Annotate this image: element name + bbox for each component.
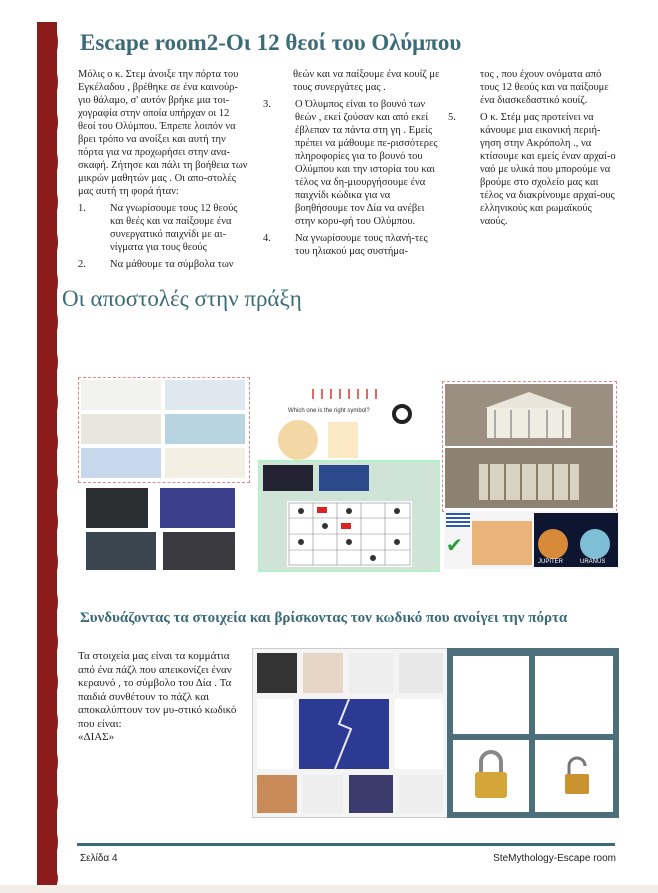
mission-item-3 <box>263 98 443 228</box>
wave-edge <box>53 22 63 888</box>
puzzle-piece <box>303 775 343 813</box>
section-heading-practice: Οι αποστολές στην πράξη <box>62 286 302 311</box>
section-heading-code: Συνδυάζοντας τα στοιχεία και βρίσκοντας τον κωδικό που ανοίγει την πόρτα <box>80 610 568 626</box>
symbol-quiz-image <box>268 382 418 462</box>
planets-panel <box>534 513 618 567</box>
puzzle-piece <box>303 653 343 693</box>
puzzle-piece <box>349 653 393 693</box>
bottom-strip <box>0 885 658 893</box>
temple-model-photo <box>445 384 613 446</box>
mission-continuation: θεών και να παίξουμε ένα κουίζ με τους συνεργάτες μας . <box>293 69 440 93</box>
mission-number: 5. <box>448 112 456 123</box>
unlocked-screen <box>535 740 613 812</box>
mission-number: 2. <box>78 259 86 270</box>
intro-paragraph: Μόλις ο κ. Στεμ άνοιξε την πόρτα του Εγκέλαδου , βρέθηκε σε ένα καινούρ-γιο θάλαμο, σ' αυτόν βρήκε μια τοι-χογραφία στην οποία υπήρχαν οι 12 θεοί του Ολύμπου. Έπρεπε λοιπόν να βρει τρόπο να ανοίξει και αυτή την πόρτα για να προχωρήσει στην ανα-σκαφή. Ζήτησε και πάλι τη βοήθεια των μικρών μαθητών μας . Οι απο-στολές μας αυτή τη φορά ήταν: <box>78 69 248 197</box>
mission-text: Να γνωρίσουμε τους 12 θεούς και θεές και να παίξουμε ένα συνεργατικό παιχνίδι με αι-νίγματα για τους θεούς <box>110 203 238 253</box>
parthenon-photo <box>472 521 532 565</box>
intro-column-3 <box>448 68 618 232</box>
drawing-photo <box>165 380 245 410</box>
mission-item-4 <box>263 232 443 258</box>
page-number: Σελίδα 4 <box>80 853 118 864</box>
intro-column-1 <box>78 68 248 275</box>
game-thumbnail <box>319 465 369 491</box>
puzzle-piece <box>257 699 293 769</box>
uranus-planet <box>580 529 610 559</box>
symbol-choices <box>328 422 358 458</box>
arrows-row <box>308 387 388 401</box>
puzzle-piece <box>257 653 297 693</box>
code-description <box>78 650 248 745</box>
zeus-cartoon <box>278 420 318 460</box>
drawing-photo <box>81 380 161 410</box>
padlock-screen <box>453 740 529 812</box>
drawing-photo <box>165 414 245 444</box>
page-title: Escape room2-Οι 12 θεοί του Ολύμπου <box>80 30 462 55</box>
screen-photo <box>86 532 156 570</box>
target-icon <box>392 404 412 424</box>
mission-item-2 <box>78 258 248 271</box>
children-drawings-collage <box>78 377 250 483</box>
mission-item-5 <box>448 111 618 228</box>
code-lock-collage <box>447 648 619 818</box>
mission-number: 1. <box>78 203 86 214</box>
mission-number: 4. <box>263 233 271 244</box>
mission-item-1 <box>78 202 248 254</box>
footer-title: SteMythology-Escape room <box>493 853 616 864</box>
lightning-puzzle <box>299 699 389 769</box>
puzzle-piece <box>395 699 443 769</box>
game-thumbnail <box>263 465 313 491</box>
intro-column-2 <box>263 68 443 262</box>
secret-code: «ΔΙΑΣ» <box>78 731 115 743</box>
temple-model-photo <box>445 448 613 508</box>
lightning-photo <box>160 488 235 528</box>
mission-text: Να γνωρίσουμε τους πλανή-τες του ηλιακού μας συστήμα- <box>295 233 428 257</box>
footer-rule <box>77 843 615 846</box>
screen-photo <box>86 488 148 528</box>
drawing-photo <box>165 448 245 478</box>
puzzle-piece <box>399 653 443 693</box>
quiz-screen <box>535 656 613 734</box>
puzzle-piece <box>349 775 393 813</box>
game-screen-image <box>258 460 440 572</box>
mission-text: Ο Όλυμπος είναι το βουνό των θεών , εκεί ζούσαν και από εκεί έβλεπαν τα πάντα στη γη . Εμείς πρέπει να μάθουμε πε-ρισσότερες πληροφορίες για το βουνό του Ολύμπου και την ιστορία του και τέλος να δη-μιουργήσουμε ένα παιχνίδι κώδικα για να βοηθήσουμε τον Δία να ανέβει στην κορυ-φή του Ολύμπου. <box>295 99 438 227</box>
mission-text: Να μάθουμε τα σύμβολα των <box>110 259 234 270</box>
symbol-grid <box>287 501 412 567</box>
decorative-sidebar <box>37 22 57 888</box>
temple-photos <box>442 381 617 512</box>
uranus-label: URANUS <box>580 559 606 565</box>
drawing-photo <box>81 414 161 444</box>
mission-number: 3. <box>263 99 271 110</box>
acropolis-planet-quiz <box>444 511 619 569</box>
drawing-photo <box>81 448 161 478</box>
quiz-question: Which one is the right symbol? <box>288 408 370 414</box>
greek-flag <box>446 513 470 527</box>
puzzle-collage <box>252 648 448 818</box>
mission-text: Ο κ. Στέμ μας προτείνει να κάνουμε μια εικονική περιή-γηση στην Ακρόπολη ., να κτίσουμε και εμείς έναν αρχαί-ο ναό με υλικά που μπορούμε να βρούμε στο σχολείο μας και τέλος να διακρίνουμε αρχαί-ους ελληνικούς και ρωμαϊκούς ναούς. <box>480 112 616 227</box>
screen-photo <box>163 532 235 570</box>
quiz-screen <box>453 656 529 734</box>
jupiter-planet <box>538 529 568 559</box>
mission-continuation: τος , που έχουν ονόματα από τους 12 θεούς και να παίξουμε ένα διασκεδαστικό κουίζ. <box>480 69 609 106</box>
check-icon: ✔ <box>446 533 463 557</box>
code-description-text: Τα στοιχεία μας είναι τα κομμάτια από ένα πάζλ που απεικονίζει έναν κεραυνό , το σύμβολο του Δία . Τα παιδιά συνθέτουν το πάζλ και αποκαλύπτουν τον μυ-στικό κωδικό που είναι: <box>78 650 237 730</box>
puzzle-piece <box>399 775 443 813</box>
intro-columns <box>78 68 618 278</box>
jupiter-label: JUPITER <box>538 559 564 565</box>
puzzle-piece <box>257 775 297 813</box>
